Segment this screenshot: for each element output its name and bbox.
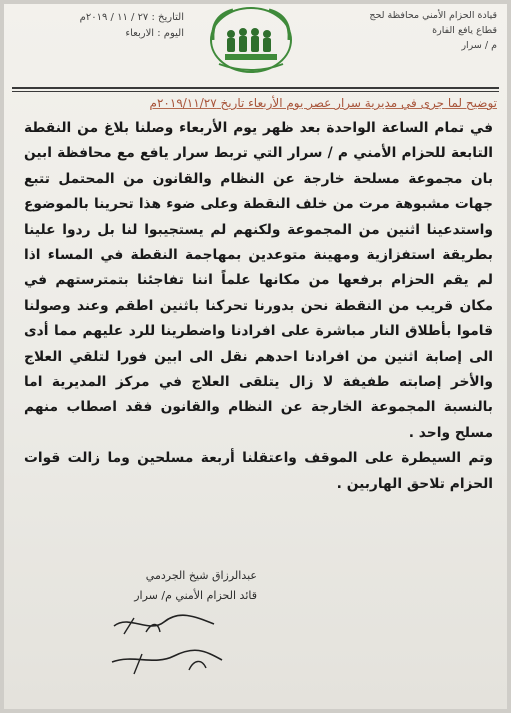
- date-block: [14, 10, 184, 42]
- signatory-title: قائد الحزام الأمني م/ سرار: [134, 589, 257, 602]
- letter-body: [24, 116, 493, 497]
- header-divider-thin: [12, 91, 499, 92]
- day-line: اليوم : الاربعاء: [125, 28, 184, 39]
- document-page: [4, 4, 507, 709]
- org-line-2: قطاع يافع الفارة: [432, 25, 497, 36]
- header-divider: [12, 87, 499, 89]
- subject-line: توضيح لما جرى في مديرية سرار عصر يوم الأربعاء تاريخ ٢٠١٩/١١/٢٧م: [149, 96, 497, 110]
- organization-header: [332, 8, 497, 53]
- signatory-name: عبدالرزاق شيخ الجردمي: [145, 569, 257, 582]
- body-paragraph-2: وتم السيطرة على الموقف واعتقلنا أربعة مسلحين وما زالت قوات الحزام تلاحق الهاربين .: [24, 450, 493, 492]
- handwritten-signature: [94, 604, 244, 684]
- emblem-logo: [189, 4, 314, 82]
- org-line-1: قيادة الحزام الأمني محافظة لحج: [369, 10, 497, 21]
- org-line-3: م / سرار: [461, 40, 497, 51]
- date-line: التاريخ : ٢٧ / ١١ / ٢٠١٩م: [79, 12, 184, 23]
- signature-block: [77, 566, 257, 606]
- body-paragraph-1: في تمام الساعة الواحدة بعد ظهر يوم الأربعاء وصلنا بلاغ من النقطة التابعة للحزام الأمني م / سرار التي تربط سرار يافع مع محافظة ابين بان مجموعة مسلحة خارجة عن النظام والقانون من المحتمل تتبع جهات مشبوهة مرت من خلف النقطة وعلى ضوء هذا تحرينا بالموضوع واستدعينا اثنين من المجموعة ولكنهم لم يستجيبوا لنا بل ردوا علينا بطريقة استفزازية ومهينة متوعدين بمهاجمة النقطة في المساء اذا لم يقم الحزام برفعها من مكانها علماً اننا تفاجئنا بتمترستهم في مكان قريب من النقطة نحن بدورنا تحركنا باثنين اطقم وعند وصولنا قاموا بأطلاق النار مباشرة على افرادنا واضطرينا للرد عليهم مما أدى الى إصابة اثنين من افرادنا احدهم نقل الى ابين فورا لتلقي العلاج والأخر إصابته طفيفة لا زال يتلقى العلاج في مركز المديرية اما بالنسبة المجموعة الخارجة عن النظام والقانون فقد اصطاب منهم مسلح واحد .: [24, 120, 493, 441]
